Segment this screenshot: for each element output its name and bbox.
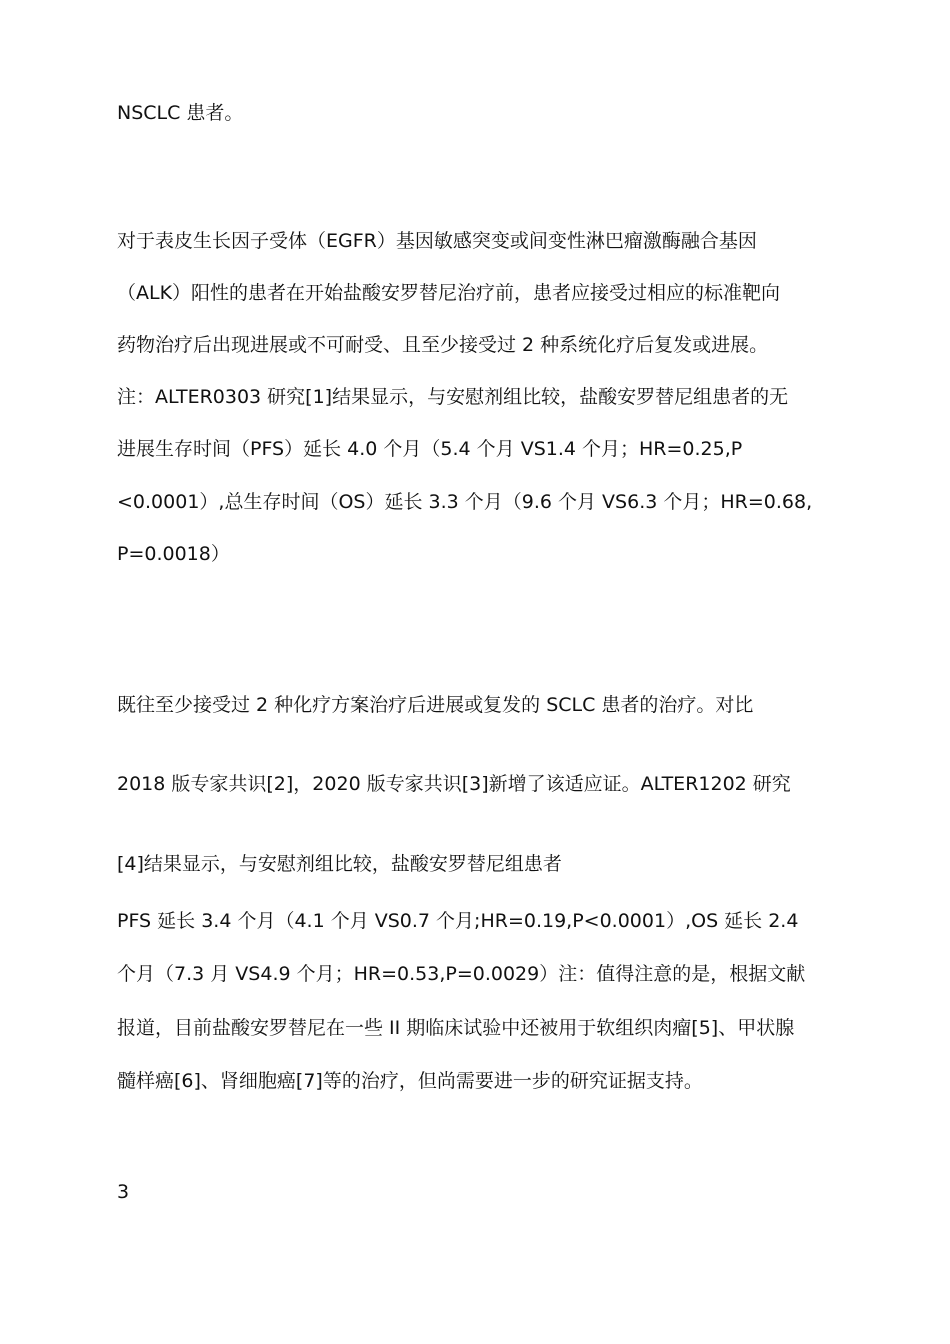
text-line: [4]结果显示，与安慰剂组比较，盐酸安罗替尼组患者 — [117, 853, 562, 875]
text-line: 髓样癌[6]、肾细胞癌[7]等的治疗，但尚需要进一步的研究证据支持。 — [117, 1070, 703, 1092]
text-line: 进展生存时间（PFS）延长 4.0 个月（5.4 个月 VS1.4 个月；HR=0.25,P — [117, 438, 743, 460]
text-line: <0.0001）,总生存时间（OS）延长 3.3 个月（9.6 个月 VS6.3 个月；HR=0.68, — [117, 491, 813, 513]
text-line: PFS 延长 3.4 个月（4.1 个月 VS0.7 个月;HR=0.19,P<0.0001）,OS 延长 2.4 — [117, 910, 799, 932]
text-line: 注：ALTER0303 研究[1]结果显示，与安慰剂组比较，盐酸安罗替尼组患者的无 — [117, 386, 789, 408]
text-line: （ALK）阳性的患者在开始盐酸安罗替尼治疗前，患者应接受过相应的标准靶向 — [117, 282, 781, 304]
text-line-nsclc: NSCLC 患者。 — [117, 102, 244, 124]
text-line: P=0.0018） — [117, 543, 230, 565]
text-line: 报道，目前盐酸安罗替尼在一些 II 期临床试验中还被用于软组织肉瘤[5]、甲状腺 — [117, 1017, 795, 1039]
text-line: 2018 版专家共识[2]，2020 版专家共识[3]新增了该适应证。ALTER1202 研究 — [117, 773, 791, 795]
text-line: 药物治疗后出现进展或不可耐受、且至少接受过 2 种系统化疗后复发或进展。 — [117, 334, 769, 356]
text-line: 对于表皮生长因子受体（EGFR）基因敏感突变或间变性淋巴瘤激酶融合基因 — [117, 230, 757, 252]
page-number: 3 — [117, 1181, 130, 1203]
text-line: 既往至少接受过 2 种化疗方案治疗后进展或复发的 SCLC 患者的治疗。对比 — [117, 694, 754, 716]
text-line: 个月（7.3 月 VS4.9 个月；HR=0.53,P=0.0029）注：值得注意的是，根据文献 — [117, 963, 806, 985]
